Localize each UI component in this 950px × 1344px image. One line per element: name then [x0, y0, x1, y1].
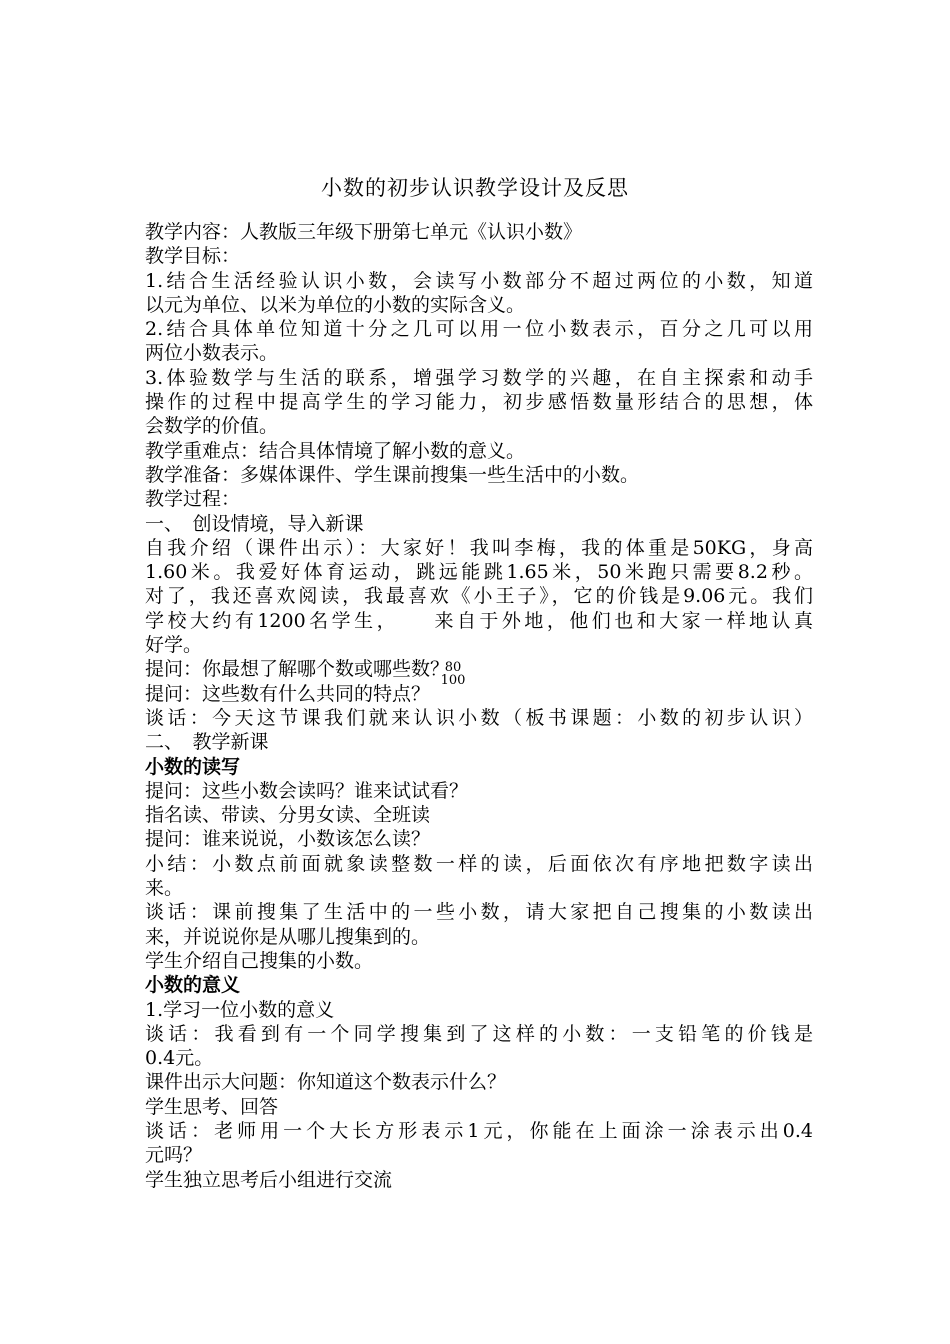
document-body [145, 220, 813, 1192]
text-line: 提问：谁来说说，小数该怎么读？ [145, 828, 431, 851]
text-line: 学生思考、回答 [145, 1095, 279, 1118]
text-line: 学校大约有1200名学生， 来自于外地，他们也和大家一样地认真 [145, 609, 813, 632]
text-line: 0.4元。 [145, 1047, 214, 1070]
text-line: 提问：这些数有什么共同的特点？ [145, 682, 431, 705]
text-line: 小结：小数点前面就象读整数一样的读，后面依次有序地把数字读出 [145, 852, 813, 875]
text-line: 来。 [145, 877, 184, 900]
text-line: 两位小数表示。 [145, 342, 279, 365]
text-line: 1.60米。我爱好体育运动，跳远能跳1.65米，50米跑只需要8.2秒。 [145, 561, 813, 584]
text-line: 元吗？ [145, 1144, 203, 1167]
text-line: 学生独立思考后小组进行交流 [145, 1168, 393, 1191]
text-line: 自我介绍（课件出示）：大家好！我叫李梅，我的体重是50KG，身高 [145, 536, 813, 559]
text-line: 好学。 [145, 634, 203, 657]
text-line: 3.体验数学与生活的联系，增强学习数学的兴趣，在自主探索和动手 [145, 366, 813, 389]
text-line: 教学准备：多媒体课件、学生课前搜集一些生活中的小数。 [145, 463, 640, 486]
text-line: 课件出示大问题：你知道这个数表示什么？ [145, 1071, 507, 1094]
text-line: 教学过程： [145, 488, 241, 511]
text-line: 指名读、带读、分男女读、全班读 [145, 804, 431, 827]
text-line: 提问：你最想了解哪个数或哪些数？ [145, 658, 450, 681]
text-line: 谈话：我看到有一个同学搜集到了这样的小数：一支铅笔的价钱是 [145, 1022, 813, 1045]
section-heading: 二、 教学新课 [145, 731, 269, 754]
text-line: 教学内容：人教版三年级下册第七单元《认识小数》 [145, 221, 583, 243]
text-line: 1.结合生活经验认识小数，会读写小数部分不超过两位的小数，知道 [145, 269, 813, 292]
fraction-numerator: 80 [444, 660, 462, 675]
text-line: 谈话：课前搜集了生活中的一些小数，请大家把自己搜集的小数读出 [145, 901, 813, 924]
text-line: 1.学习一位小数的意义 [145, 998, 335, 1021]
fraction-overlay [439, 661, 467, 687]
text-line: 教学目标： [145, 245, 241, 268]
subsection-heading: 小数的读写 [145, 755, 241, 778]
section-heading: 一、 创设情境，导入新课 [145, 512, 364, 535]
text-line: 操作的过程中提高学生的学习能力，初步感悟数量形结合的思想，体 [145, 391, 813, 414]
text-line: 以元为单位、以米为单位的小数的实际含义。 [145, 293, 526, 316]
text-line: 学生介绍自己搜集的小数。 [145, 949, 374, 972]
text-line: 对了，我还喜欢阅读，我最喜欢《小王子》，它的价钱是9.06元。我们 [145, 585, 813, 608]
text-line: 会数学的价值。 [145, 415, 279, 438]
text-line: 来，并说说你是从哪儿搜集到的。 [145, 925, 431, 948]
text-line: 教学重难点：结合具体情境了解小数的意义。 [145, 439, 526, 462]
text-line: 谈话：老师用一个大长方形表示1元，你能在上面涂一涂表示出0.4 [145, 1119, 813, 1142]
subsection-heading: 小数的意义 [145, 974, 241, 997]
fraction-denominator: 100 [440, 673, 466, 688]
text-line: 提问：这些小数会读吗？谁来试试看？ [145, 779, 469, 802]
text-line: 谈话：今天这节课我们就来认识小数（板书课题：小数的初步认识） [145, 706, 813, 729]
document-title: 小数的初步认识教学设计及反思 [321, 176, 629, 200]
text-line: 2.结合具体单位知道十分之几可以用一位小数表示，百分之几可以用 [145, 318, 813, 341]
